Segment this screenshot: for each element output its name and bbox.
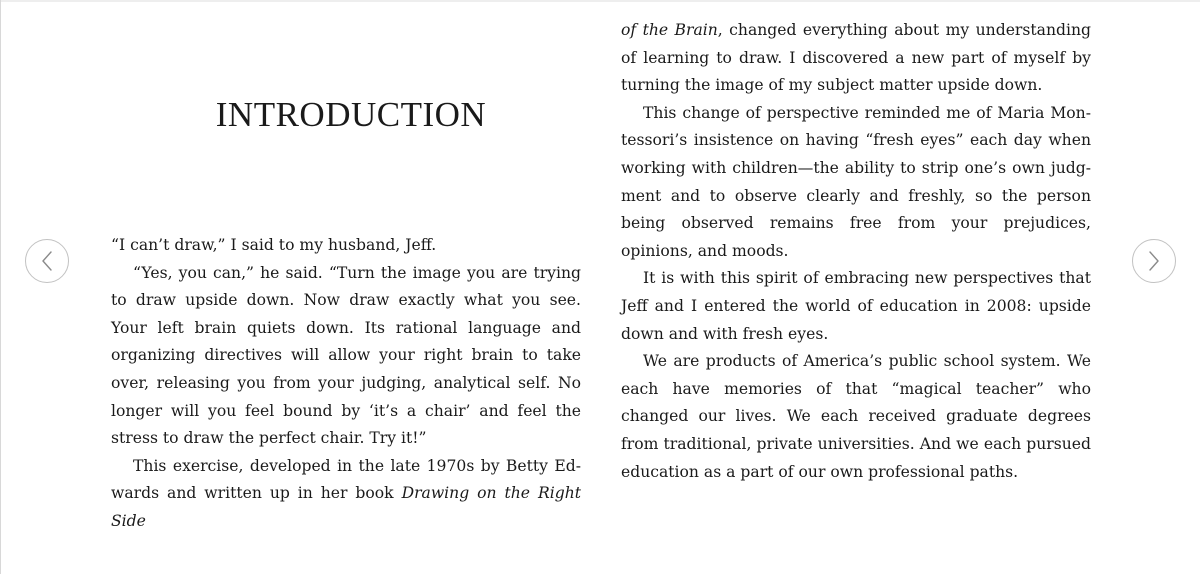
paragraph: It is with this spirit of embracing new perspectives that Jeff and I entered the world of education in 2008: upside down and with fresh eyes.: [621, 269, 1091, 343]
chevron-right-icon: [1147, 250, 1161, 272]
right-page: [621, 17, 1091, 486]
paragraph-text: This exercise, developed in the late 1970s by Betty Edwards and written up in her book: [111, 456, 581, 503]
book-title: Drawing on the Right Side: [111, 484, 581, 530]
paragraph: This change of perspective reminded me of Maria Montessori’s insistence on having “fresh eyes” each day when working with children—the ability to strip one’s own judgment and to observe clearly and freshly, so the person being observed remains free from your prejudices, opinions, and moods.: [621, 103, 1091, 260]
left-border: [0, 0, 1, 574]
next-page-button[interactable]: [1132, 239, 1176, 283]
chevron-left-icon: [40, 250, 54, 272]
book-title: of the Brain: [621, 21, 718, 39]
paragraph: [621, 17, 1091, 100]
left-page: [111, 232, 581, 536]
paragraph-text: , changed everything about my understanding of learning to draw. I discovered a new part of myself by turning the image of my subject matter upside down.: [621, 21, 1091, 95]
paragraph: “I can’t draw,” I said to my husband, Jeff.: [111, 236, 437, 254]
top-border: [0, 0, 1200, 2]
chapter-title: INTRODUCTION: [215, 95, 487, 134]
paragraph: “Yes, you can,” he said. “Turn the image you are trying to draw upside down. Now draw exactly what you see. Your left brain quiets down. Its rational language and organizing directives will allow your right brain to take over, releasing you from your judging, analytical self. No longer will you feel bound by ‘it’s a chair’ and feel the stress to draw the perfect chair. Try it!”: [111, 263, 581, 448]
paragraph: [111, 453, 581, 536]
previous-page-button[interactable]: [25, 239, 69, 283]
paragraph: We are products of America’s public school system. We each have memories of that “magical teacher” who changed our lives. We each received graduate degrees from traditional, private universities. And we each pursued education as a part of our own professional paths.: [621, 352, 1091, 481]
